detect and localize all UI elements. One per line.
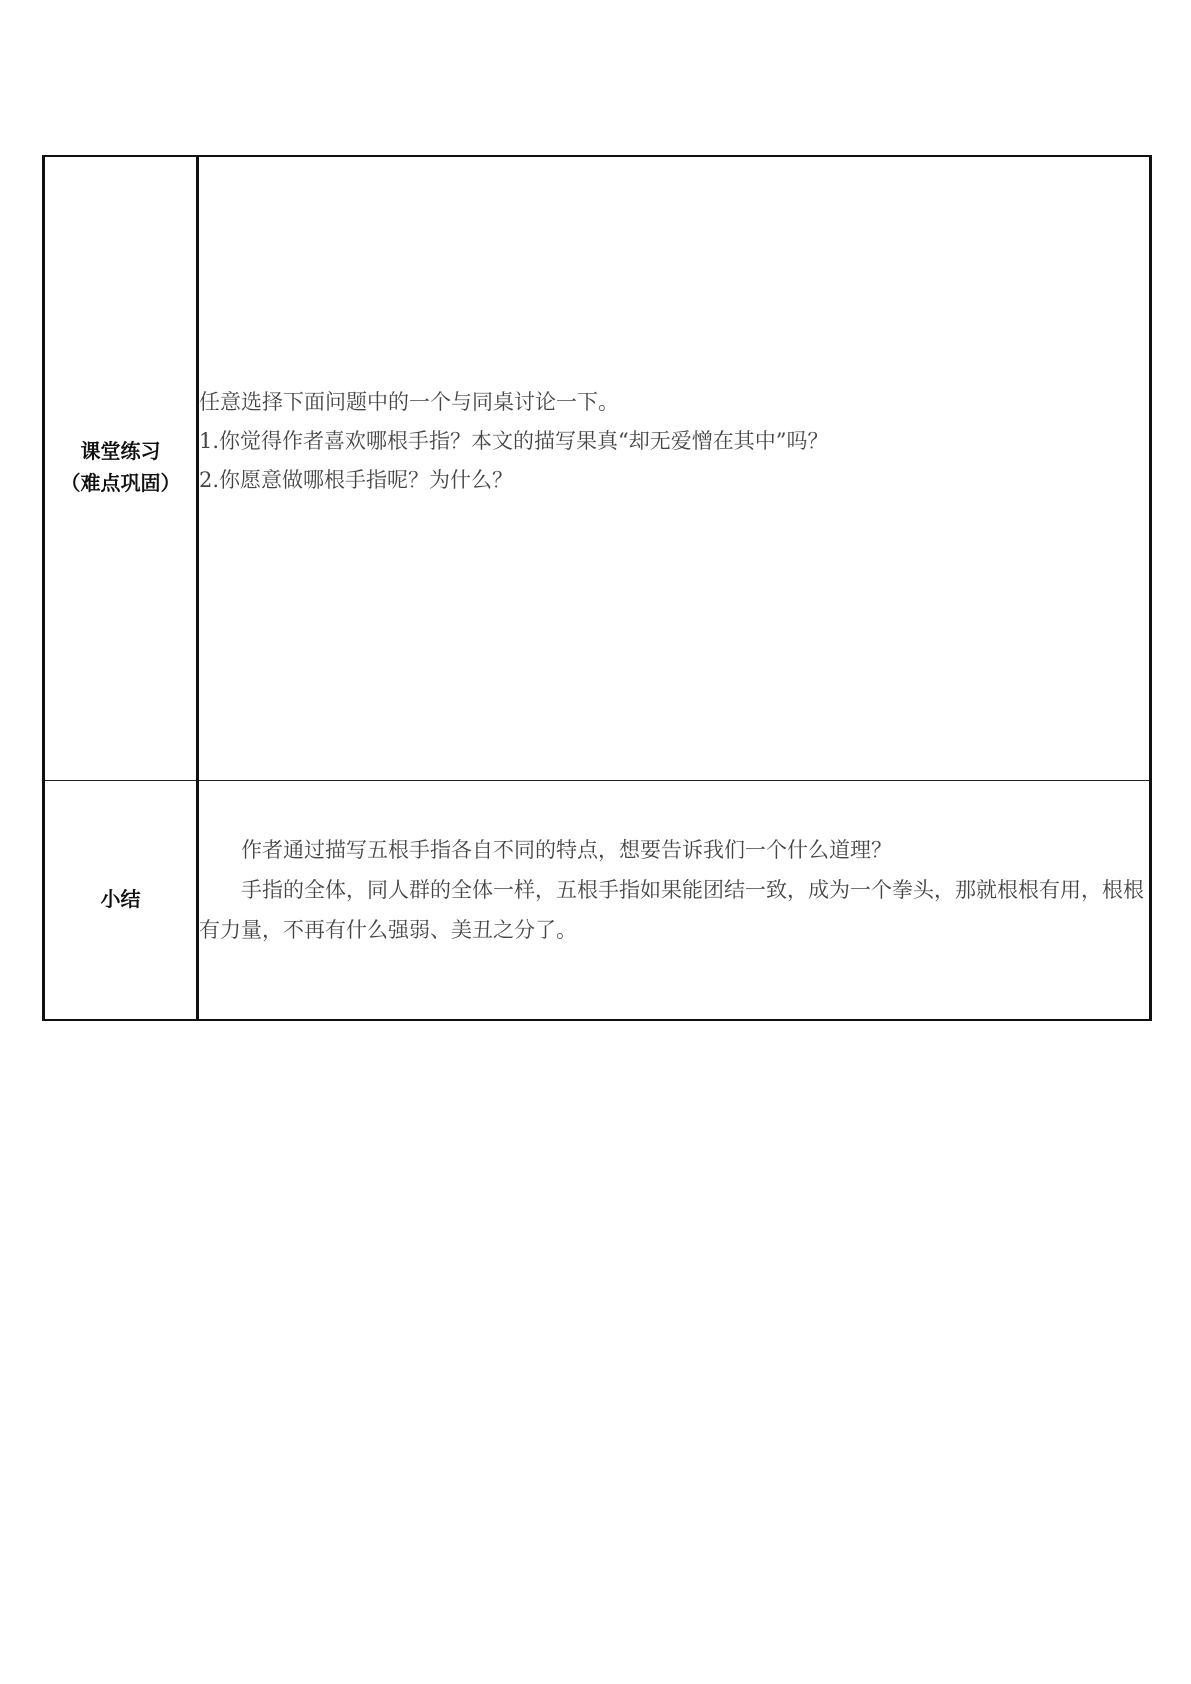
practice-label-title: 课堂练习 <box>80 441 161 464</box>
practice-label-subtitle: （难点巩固） <box>60 473 181 496</box>
summary-label: 小结 <box>100 888 141 911</box>
lesson-table <box>42 155 1152 1021</box>
summary-row <box>44 780 1151 1020</box>
summary-content <box>199 830 1149 950</box>
practice-question-2: 2.你愿意做哪根手指呢？为什么？ <box>199 467 514 492</box>
practice-content-cell <box>198 156 1151 780</box>
practice-row <box>44 156 1151 780</box>
summary-question: 作者通过描写五根手指各自不同的特点，想要告诉我们一个什么道理？ <box>241 837 892 862</box>
summary-content-cell <box>198 780 1151 1020</box>
practice-content <box>199 383 1149 500</box>
summary-label-cell <box>44 780 198 1020</box>
summary-answer: 手指的全体，同人群的全体一样，五根手指如果能团结一致，成为一个拳头，那就根根有用，根根有力量，不再有什么强弱、美丑之分了。 <box>199 877 1144 942</box>
practice-label-cell <box>44 156 198 780</box>
practice-intro: 任意选择下面问题中的一个与同桌讨论一下。 <box>199 389 619 414</box>
practice-question-1: 1.你觉得作者喜欢哪根手指？本文的描写果真“却无爱憎在其中”吗？ <box>199 428 829 453</box>
